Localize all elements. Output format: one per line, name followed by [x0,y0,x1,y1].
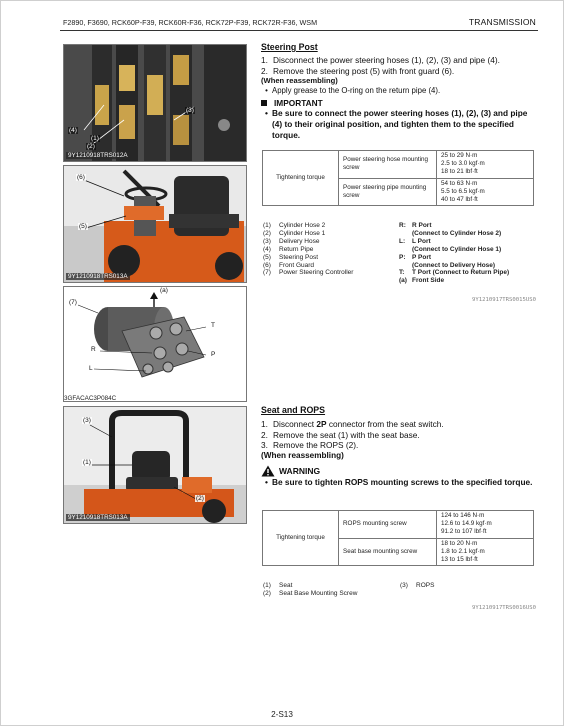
legend-item: (5) Steering Post [263,253,319,261]
warning-triangle-icon [261,465,275,477]
legend-item: (2) Seat Base Mounting Screw [263,589,358,597]
callout-2: (2) [196,495,204,502]
legend-item: (3) ROPS [400,582,435,589]
callout-1: (1) [83,459,91,466]
legend-item: L: L Port [399,237,431,245]
section-title: Steering Post [261,42,318,52]
callout-4: (4) [69,127,77,134]
torque-table-steering [262,150,534,206]
legend-item: R: R Port [399,222,432,229]
legend-item: P: P Port [399,253,432,261]
callout-6: (6) [77,174,85,181]
figure-id: 9Y1210918TRS013A [68,273,128,280]
torque-label: Tightening torque [263,151,339,206]
legend-parts [263,222,398,277]
callout-3: (3) [186,107,194,114]
section-seat-rops [261,405,537,488]
callout-2: (2) [87,143,95,150]
header-rule [60,30,538,31]
figure-id: 3GFACAC3P084C [64,395,117,402]
figure-steering-controller [63,286,247,402]
callout-7: (7) [69,299,77,306]
torque-values: 124 to 146 N·m 12.6 to 14.9 kgf·m 91.2 to 107 lbf·ft [437,511,534,539]
square-bullet-icon [261,100,267,106]
legend-item: (4) Return Pipe [263,245,314,253]
step-item: 1. Disconnect the power steering hoses (1), (2), (3) and pipe (4). [261,55,500,65]
torque-table-rops [262,510,534,566]
torque-item: Power steering pipe mounting screw [339,178,437,206]
callout-1: (1) [91,135,99,142]
warning-heading: WARNING [261,465,537,477]
legend-item: (2) Cylinder Hose 1 [263,229,326,237]
callout-3: (3) [83,417,91,424]
figure-id: 9Y1210918TRS013A [68,514,128,521]
callout-R: R [91,346,96,353]
legend-item: (a) Front Side [399,277,445,285]
reassembling-note: • Apply grease to the O-ring on the return pipe (4). [265,86,441,96]
torque-values: 54 to 63 N·m 5.5 to 6.5 kgf·m 40 to 47 lbf·ft [437,178,534,206]
figure-steering-post [63,165,247,283]
figure-id: 9Y1210918TRS012A [68,152,128,159]
legend-seat-parts [263,582,403,598]
torque-item: Power steering hose mounting screw [339,151,437,179]
section-steering-post [261,42,537,141]
step-item: 3. Remove the ROPS (2). [261,440,359,451]
legend-item: (3) Delivery Hose [263,237,320,245]
legend-item: T: T Port (Connect to Return Pipe) [399,269,510,277]
torque-label: Tightening torque [263,511,339,566]
doc-id: 9Y1210917TRS0015US0 [472,297,536,303]
legend-item: (1) Seat [263,582,293,589]
callout-5: (5) [79,223,87,230]
step-item: 2. Remove the steering post (5) with front guard (6). [261,65,455,76]
steering-controller-drawing [64,287,247,402]
reassembling-label: (When reassembling) [261,450,344,460]
torque-item: ROPS mounting screw [339,511,437,539]
torque-values: 25 to 29 N·m 2.5 to 3.0 kgf·m 18 to 21 lbf·ft [437,151,534,179]
callout-T: T [211,322,215,329]
legend-item: (1) Cylinder Hose 2 [263,222,326,229]
legend-item: (7) Power Steering Controller [263,269,354,277]
doc-id: 9Y1210917TRS0016US0 [472,605,536,611]
legend-seat-parts-right [400,582,480,590]
torque-values: 18 to 20 N·m 1.8 to 2.1 kgf·m 13 to 15 lbf·ft [437,538,534,566]
reassembling-label: (When reassembling) [261,76,338,86]
warning-note: • Be sure to tighten ROPS mounting screws to the specified torque. [265,476,533,487]
step-item: 2. Remove the seat (1) with the seat base. [261,429,420,440]
important-heading: IMPORTANT [261,98,537,108]
legend-ports: R: R Port (Connect to Cylinder Hose 2) L: L Port (Connect to Cylinder Hose 1) P: P Port (Connect to Delivery Hose) T: T Port (Connect to Return Pipe) (a) Front Side [399,222,539,285]
section-title: Seat and ROPS [261,405,326,415]
callout-a: (a) [160,287,168,294]
legend-item: (6) Front Guard [263,261,315,269]
important-note: • Be sure to connect the power steering hoses (1), (2), (3) and pipe (4) to their original position, and tighten them to the specified torque. [265,108,528,140]
callout-L: L [89,365,93,372]
torque-item: Seat base mounting screw [339,538,437,566]
page-number: 2-S13 [271,710,293,719]
step-item: 1. Disconnect 2P connector from the seat switch. [261,419,444,429]
steering-post-photo [64,166,247,283]
callout-P: P [211,351,216,358]
figure-seat-rops [63,406,247,524]
header-section: TRANSMISSION [468,17,536,27]
figure-steering-hoses [63,44,247,162]
header-models: F2890, F3690, RCK60P-F39, RCK60R-F36, RCK72P-F39, RCK72R-F36, WSM [63,18,318,27]
